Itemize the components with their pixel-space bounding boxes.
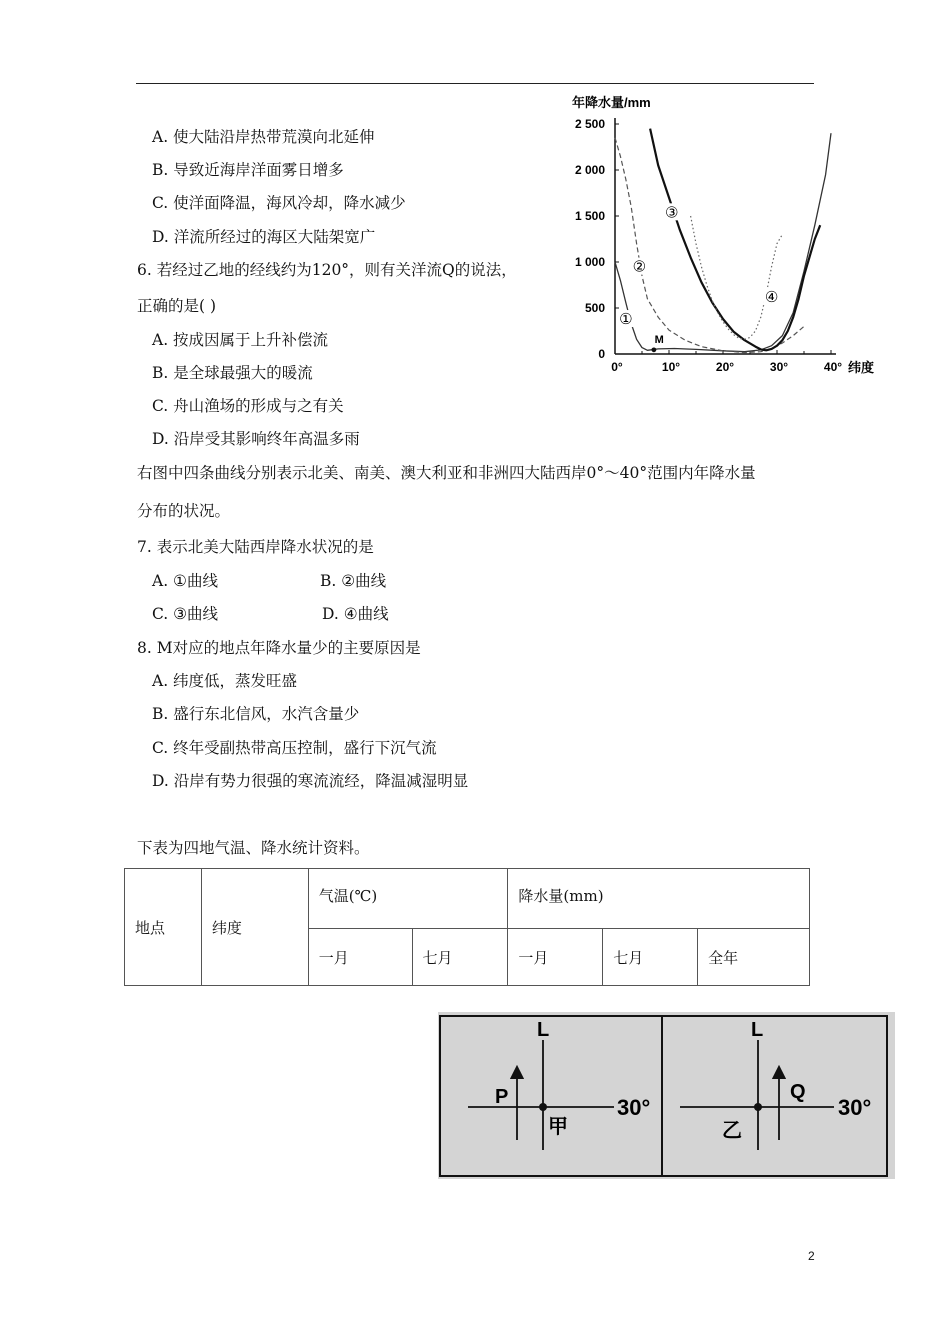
x-tick-label: 30° [769,360,789,374]
y-tick-label: 1 000 [574,255,605,269]
q8-option-b: B. 盛行东北信风，水汽含量少 [152,705,360,723]
point-yi-dot [754,1103,762,1111]
header-pre-jan: 一月 [508,929,603,986]
y-tick-label: 1 500 [574,209,605,223]
q5-option-a: A. 使大陆沿岸热带荒漠向北延伸 [152,128,375,146]
y-axis-title: 年降水量/mm [572,95,651,110]
q5-option-d: D. 洋流所经过的海区大陆架宽广 [152,228,376,246]
q8-option-c: C. 终年受副热带高压控制，盛行下沉气流 [152,739,437,757]
curve-label: ④ [764,288,779,306]
series-line-4 [691,216,783,339]
x-tick-label: 40° [823,360,843,374]
x-axis-title: 纬度 [848,360,875,375]
series-line-3 [650,129,820,351]
y-tick-label: 500 [584,301,605,315]
table-intro: 下表为四地气温、降水统计资料。 [137,839,370,857]
page-number: 2 [808,1249,815,1263]
point-label-jia: 甲 [548,1116,568,1138]
x-tick-label: 10° [661,360,681,374]
q6-option-b: B. 是全球最强大的暖流 [152,364,313,382]
header-rule [136,83,814,84]
header-temperature: 气温(℃) [308,869,508,929]
x-tick-label: 0° [611,360,623,374]
q8-option-a: A. 纬度低，蒸发旺盛 [152,672,298,690]
q5-option-b: B. 导致近海岸洋面雾日增多 [152,161,344,179]
curve-label: ③ [664,204,679,222]
x-tick-label: 20° [715,360,735,374]
chart-intro-line1: 右图中四条曲线分别表示北美、南美、澳大利亚和非洲四大陆西岸0°～40°范围内年降水量 [137,464,756,482]
latitude-label-right: 30° [838,1095,872,1120]
curve-label: ① [619,311,633,329]
q8-stem: 8. M对应的地点年降水量少的主要原因是 [137,639,421,657]
header-pre-year: 全年 [698,929,810,986]
header-pre-jul: 七月 [603,929,698,986]
chart-intro-line2: 分布的状况。 [137,502,231,520]
meridian-label-right: L [751,1019,764,1041]
current-diagram [438,1012,895,1179]
point-m-dot [651,347,656,352]
series-line-2 [615,138,804,353]
y-tick-label: 2 500 [574,117,605,131]
q6-stem-line1: 6. 若经过乙地的经线约为120°，则有关洋流Q的说法， [137,261,517,279]
q7-option-d: D. ④曲线 [322,605,389,623]
q6-option-d: D. 沿岸受其影响终年高温多雨 [152,430,360,448]
current-label-p: P [495,1086,509,1108]
q7-stem: 7. 表示北美大陆西岸降水状况的是 [137,538,374,556]
q6-option-a: A. 按成因属于上升补偿流 [152,331,329,349]
curve-label: ② [632,258,647,276]
q5-option-c: C. 使洋面降温，海风冷却，降水减少 [152,194,406,212]
point-jia-dot [539,1103,547,1111]
q8-option-d: D. 沿岸有势力很强的寒流流经，降温减湿明显 [152,772,469,790]
meridian-label-left: L [537,1019,550,1041]
header-place: 地点 [125,869,202,986]
climate-table [124,868,810,986]
current-label-q: Q [790,1081,806,1103]
header-precipitation: 降水量(mm) [508,869,810,929]
q7-option-c: C. ③曲线 [152,605,219,623]
header-temp-jan: 一月 [308,929,412,986]
y-tick-label: 2 000 [574,163,605,177]
y-tick-label: 0 [598,347,605,361]
header-temp-jul: 七月 [412,929,508,986]
q6-option-c: C. 舟山渔场的形成与之有关 [152,397,344,415]
q7-option-a: A. ①曲线 [152,572,218,590]
header-latitude: 纬度 [201,869,308,986]
latitude-label-left: 30° [617,1095,651,1120]
precipitation-chart [560,88,890,380]
point-label-yi: 乙 [722,1120,742,1142]
point-m-label: M [654,333,664,346]
q6-stem-line2: 正确的是( ) [137,297,217,315]
q7-option-b: B. ②曲线 [320,572,387,590]
